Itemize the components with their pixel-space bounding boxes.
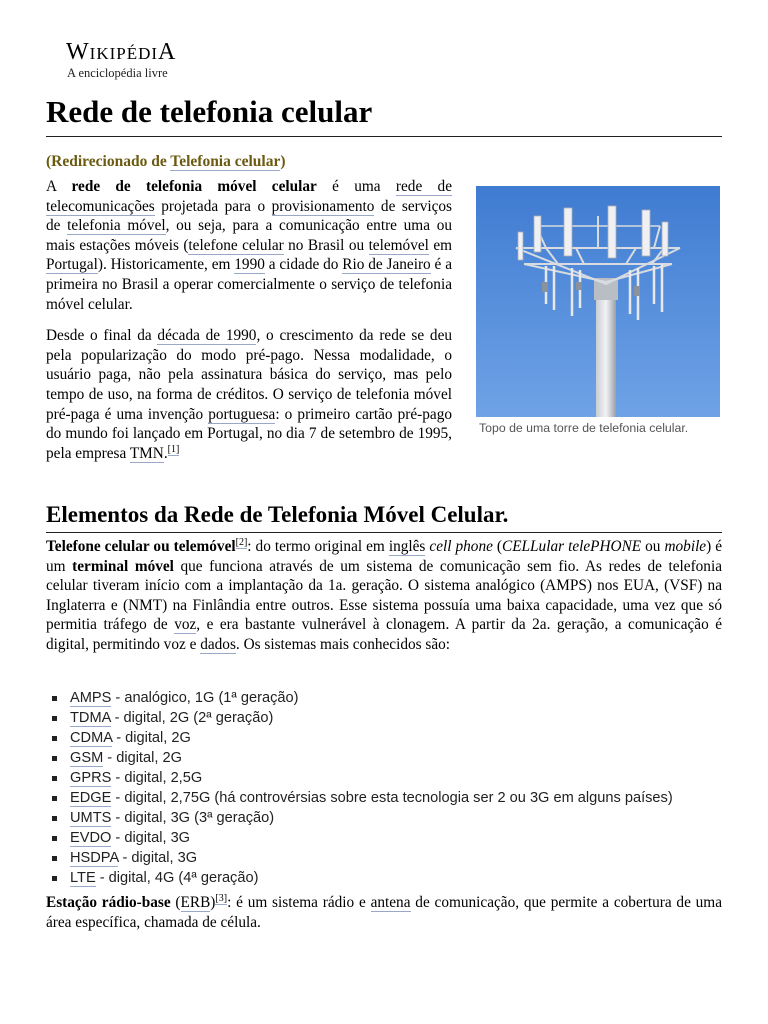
- inline-link[interactable]: portuguesa: [208, 405, 276, 423]
- inline-link[interactable]: década de 1990: [157, 327, 257, 345]
- text-run: projetada para o: [154, 197, 272, 215]
- tower-figure: [476, 186, 720, 436]
- inline-link[interactable]: dados: [200, 635, 236, 653]
- logo-wordmark: WIKIPÉDIA: [66, 39, 177, 65]
- citation-link[interactable]: [1]: [167, 443, 180, 455]
- text-run: de serviços de: [46, 197, 452, 235]
- tower-image[interactable]: [476, 186, 720, 417]
- bold-term: Estação rádio-base: [46, 894, 171, 911]
- inline-link[interactable]: antena: [370, 894, 411, 911]
- lead-paragraph-1: [46, 177, 452, 314]
- citation: [168, 444, 180, 456]
- figure-caption: Topo de uma torre de telefonia celular.: [479, 421, 689, 435]
- list-item: [46, 728, 673, 748]
- bold-term: Telefone celular ou telemóvel: [46, 538, 236, 555]
- inline-link[interactable]: telefonia móvel: [67, 217, 166, 235]
- text-run: de comunicação, que permite a cobertura de uma área específica, chamada de célula.: [46, 894, 722, 931]
- text-run: é a primeira no Brasil a operar comercialmente o serviço de telefonia móvel celular.: [46, 256, 452, 313]
- system-description: - analógico, 1G (1ª geração): [111, 690, 299, 706]
- list-item: [46, 828, 673, 848]
- lead-section: [46, 177, 452, 475]
- citation-link[interactable]: [3]: [215, 892, 228, 904]
- system-description: - digital, 3G (3ª geração): [111, 810, 275, 826]
- system-description: - digital, 2G (2ª geração): [110, 710, 274, 726]
- redirect-note: (Redirecionado de Telefonia celular): [46, 153, 286, 170]
- text-run: ): [210, 894, 216, 911]
- list-item: [46, 748, 673, 768]
- text-run: A: [46, 178, 72, 195]
- list-item: [46, 708, 673, 728]
- text-run: : é um sistema rádio e: [227, 894, 371, 911]
- text-run: ). Historicamente, em: [97, 256, 235, 274]
- redirect-link[interactable]: Telefonia celular: [170, 153, 281, 170]
- logo-tagline: A enciclopédia livre: [67, 66, 168, 80]
- system-description: - digital, 3G: [118, 850, 198, 866]
- system-link[interactable]: EVDO: [70, 830, 112, 846]
- citation-link[interactable]: [2]: [235, 536, 248, 548]
- text-run: . Os sistemas mais conhecidos são:: [235, 635, 451, 653]
- text-run: é uma: [316, 178, 396, 195]
- system-link[interactable]: GPRS: [70, 770, 112, 786]
- system-link[interactable]: UMTS: [70, 810, 112, 826]
- system-link[interactable]: TDMA: [70, 710, 111, 726]
- text-run: , e era bastante vulnerável à clonagem. A partir da 2a. geração, a comunicação é digital, permitindo voz e: [46, 616, 723, 653]
- section-paragraph-2: [46, 893, 722, 932]
- inline-link[interactable]: TMN: [129, 444, 164, 462]
- system-description: - digital, 4G (4ª geração): [95, 870, 259, 886]
- page-title: Rede de telefonia celular: [46, 92, 722, 137]
- section-paragraph-1: [46, 537, 722, 655]
- citation: [215, 893, 227, 905]
- text-run: que funciona através de um sistema de comunicação sem fio. As redes de telefonia celular tiveram início com a implantação da 1a. geração. O sistema analógico (AMPS) nos EUA, (VSF) na Inglaterra e (NMT) na Finlândia entre outros. Esse sistema possuía uma baixa capacidade, uma vez que só permitia tráfego de: [46, 557, 722, 634]
- inline-link[interactable]: 1990: [234, 256, 265, 274]
- wikipedia-logo[interactable]: [66, 40, 176, 80]
- cell-tower-photo: [476, 186, 720, 417]
- inline-link[interactable]: telemóvel: [368, 236, 429, 254]
- italic-term: mobile: [664, 538, 707, 555]
- list-item: [46, 868, 673, 888]
- list-item: [46, 808, 673, 828]
- inline-link[interactable]: inglês: [388, 538, 426, 555]
- system-link[interactable]: AMPS: [70, 690, 112, 706]
- text-run: ou: [641, 538, 665, 555]
- list-item: [46, 768, 673, 788]
- system-description: - digital, 2,5G: [111, 770, 203, 786]
- list-item: [46, 688, 673, 708]
- text-run: Desde o final da: [46, 327, 158, 345]
- italic-term: CELLular telePHONE: [502, 538, 642, 555]
- system-link[interactable]: HSDPA: [70, 850, 119, 866]
- text-run: : do termo original em: [247, 538, 389, 555]
- section-erb: [46, 893, 722, 932]
- systems-list: [46, 688, 673, 888]
- text-run: a cidade do: [264, 256, 343, 274]
- citation: [236, 537, 248, 549]
- system-description: - digital, 2,75G (há controvérsias sobre esta tecnologia ser 2 ou 3G em alguns países): [111, 790, 673, 806]
- list-item: [46, 848, 673, 868]
- inline-link[interactable]: voz: [174, 616, 197, 634]
- text-run: : o primeiro cartão pré-pago do mundo foi lançado em Portugal, no dia 7 de setembro de 1995, pela empresa: [46, 405, 453, 462]
- text-run: , ou seja, para a comunicação entre uma ou mais estações móveis (: [46, 217, 452, 254]
- list-item: [46, 788, 673, 808]
- text-run: , o crescimento da rede se deu pela popularização do modo pré-pago. Nessa modalidade, o usuário paga, não pela assinatura básica do serviço, mas pelo tempo de uso, na forma de créditos. O serviço de telefonia móvel pré-paga é uma invenção: [46, 327, 453, 423]
- system-link[interactable]: CDMA: [70, 730, 113, 746]
- inline-link[interactable]: ERB: [180, 894, 211, 911]
- inline-link[interactable]: Portugal: [46, 256, 98, 274]
- bold-term: rede de telefonia móvel celular: [71, 178, 317, 195]
- system-description: - digital, 2G: [103, 750, 182, 766]
- inline-link[interactable]: provisionamento: [271, 197, 375, 215]
- system-description: - digital, 2G: [112, 730, 191, 746]
- text-run: em: [428, 236, 453, 254]
- section-heading: Elementos da Rede de Telefonia Móvel Celular.: [46, 500, 722, 533]
- text-run: .: [163, 444, 168, 462]
- system-description: - digital, 3G: [111, 830, 191, 846]
- system-link[interactable]: EDGE: [70, 790, 112, 806]
- text-run: (: [492, 538, 502, 555]
- inline-link[interactable]: Rio de Janeiro: [342, 256, 431, 274]
- lead-paragraph-2: [46, 326, 452, 463]
- inline-link[interactable]: rede de telecomunicações: [46, 178, 452, 215]
- italic-term: cell phone: [429, 538, 493, 555]
- text-run: no Brasil ou: [283, 236, 369, 254]
- text-run: (: [170, 894, 181, 911]
- system-link[interactable]: GSM: [70, 750, 104, 766]
- section-intro: [46, 537, 722, 655]
- text-run: ) é um: [46, 538, 723, 575]
- inline-link[interactable]: telefone celular: [188, 236, 284, 254]
- bold-term: terminal móvel: [72, 557, 174, 575]
- system-link[interactable]: LTE: [70, 870, 96, 886]
